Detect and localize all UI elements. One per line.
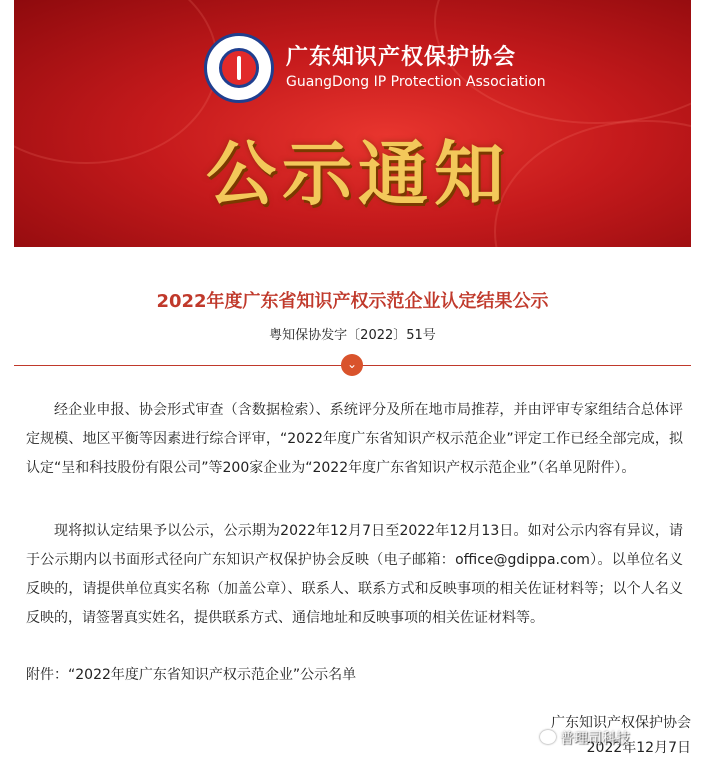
signature-date: 2022年12月7日 (586, 740, 691, 756)
banner-decoration (14, 0, 218, 164)
association-name-en: GuangDong IP Protection Association (286, 74, 546, 90)
attachment-note: 附件：“2022年度广东省知识产权示范企业”公示名单 (26, 667, 357, 683)
paragraph-2: 现将拟认定结果予以公示，公示期为2022年12月7日至2022年12月13日。如对公示内容有异议，请于公示期内以书面形式径向广东知识产权保护协会反映（电子邮箱：office@gdippa.com）。以单位名义反映的，请提供单位真实名称（加盖公章）、联系人、联系方式和反映事项的相关佐证材料等；以个人名义反映的，请签署真实姓名，提供联系方式、通信地址和反映事项的相关佐证材料等。 (26, 523, 683, 626)
banner-title: 公示通知 (206, 132, 510, 215)
wechat-icon (540, 730, 556, 744)
banner-decoration (494, 120, 691, 247)
paragraph-1: 经企业申报、协会形式审查（含数据检索）、系统评分及所在地市局推荐，并由评审专家组结合总体评定规模、地区平衡等因素进行综合评审，“2022年度广东省知识产权示范企业”评定工作已经全部完成，拟认定“呈和科技股份有限公司”等200家企业为“2022年度广东省知识产权示范企业”（名单见附件）。 (26, 402, 683, 476)
watermark-text: 普理司科技 (560, 731, 630, 747)
association-name-cn: 广东知识产权保护协会 (286, 45, 517, 70)
header-banner (14, 0, 691, 247)
chevron-down-icon: ⌄ (341, 354, 363, 376)
document-title: 2022年度广东省知识产权示范企业认定结果公示 (156, 291, 549, 312)
document-number: 粤知保协发字〔2022〕51号 (269, 328, 436, 343)
signature-organization: 广东知识产权保护协会 (551, 715, 691, 731)
association-seal-icon (204, 33, 274, 103)
